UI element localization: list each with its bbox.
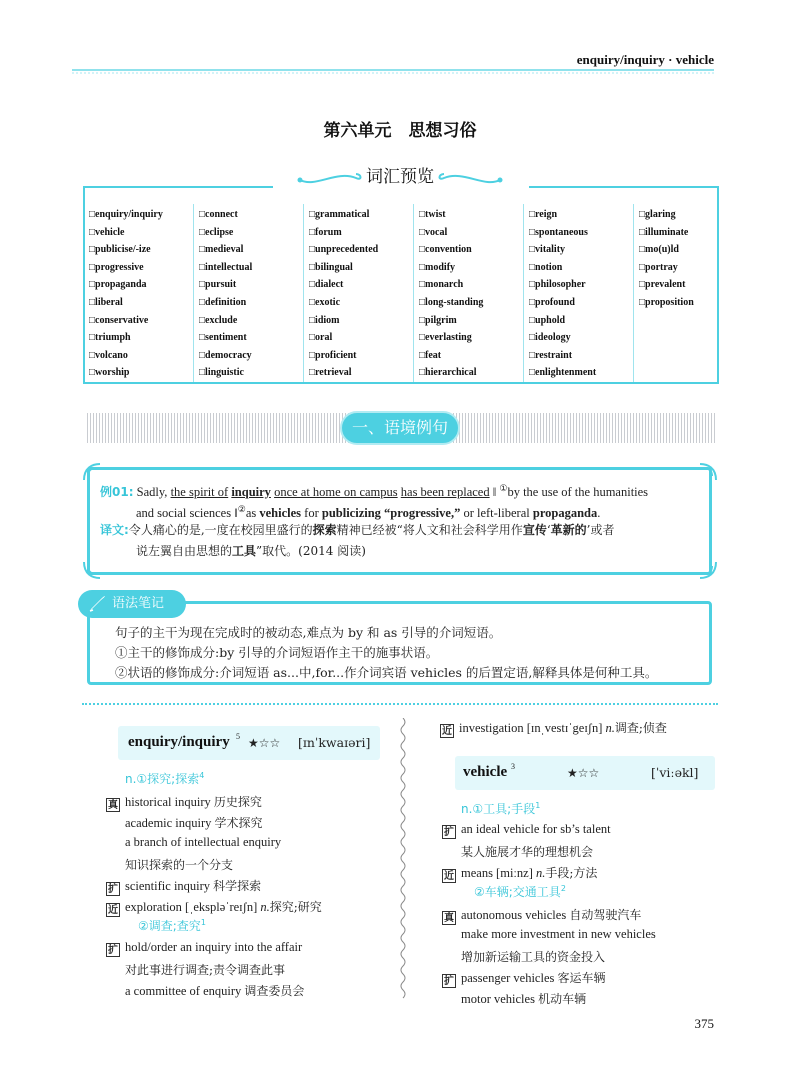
entry-header-vehicle: vehicle 3 ★☆☆ [ˈviːəkl]: [455, 756, 715, 790]
example-sentence-line-2: and social sciences ‖②as vehicles for publicizing “progressive,” or left-liberal propaganda.: [136, 504, 601, 521]
entry-line: a committee of enquiry 调查委员会: [125, 984, 305, 998]
vocab-title: 词汇预览: [366, 167, 434, 187]
section-title: 一、语境例句: [340, 411, 460, 445]
vocab-item: □bilingual: [309, 261, 353, 273]
vocab-item: □ideology: [529, 332, 571, 344]
vocab-item: □proficient: [309, 349, 357, 361]
vocab-item: □vitality: [529, 244, 566, 256]
vocab-item: □democracy: [199, 349, 252, 361]
example-sentence-line-1: 例01: Sadly, the spirit of inquiry once at home on campus has been replaced ‖ ①by the use of the humanities: [100, 483, 649, 500]
entry-line: academic inquiry 学术探究: [125, 816, 263, 830]
vocab-item: □enlightenment: [529, 367, 597, 379]
entry-line: 知识探索的一个分支: [125, 858, 234, 872]
vocab-item: □spontaneous: [529, 226, 588, 238]
entry-line: motor vehicles 机动车辆: [461, 992, 587, 1006]
headword: vehicle: [463, 764, 508, 780]
vocab-item: □mo(u)ld: [639, 244, 679, 256]
vocab-item: □grammatical: [309, 209, 370, 220]
headword: enquiry/inquiry: [128, 734, 230, 750]
vocab-item: □notion: [529, 261, 563, 273]
vocab-item: □eclipse: [199, 226, 234, 238]
vocab-item: □dialect: [309, 279, 344, 291]
vocab-item: □hierarchical: [419, 367, 477, 379]
sense: n.①工具;手段$^1$: [461, 801, 541, 816]
vocab-item: □vocal: [419, 226, 448, 238]
vocab-item: □portray: [639, 261, 678, 273]
vocab-item: □triumph: [89, 332, 131, 344]
vocab-item: □monarch: [419, 279, 464, 291]
vocab-item: □worship: [89, 367, 130, 379]
vocab-item: □liberal: [89, 296, 123, 308]
entry-line: make more investment in new vehicles: [461, 927, 656, 941]
vocab-item: □forum: [309, 226, 342, 238]
vocab-column: [89, 206, 163, 382]
vocab-item: □reign: [529, 209, 558, 220]
frequency-stars: ★☆☆: [567, 766, 600, 780]
vocab-item: □oral: [309, 332, 333, 344]
vocab-item: □long-standing: [419, 296, 484, 308]
vocab-column: [639, 206, 694, 312]
grammar-line: 句子的主干为现在完成时的被动态,难点为 by 和 as 引导的介词短语。: [115, 625, 502, 640]
vocab-item: □enquiry/inquiry: [89, 209, 163, 220]
vocab-column: [529, 206, 596, 382]
vocab-column: [309, 206, 378, 382]
vocab-item: □everlasting: [419, 332, 472, 344]
grammar-label: 语法笔记: [78, 590, 186, 618]
quill-pen-icon: [88, 595, 106, 613]
vocab-column: [419, 206, 483, 382]
entry-line: 近 investigation [ɪnˌvestɪˈgeɪʃn] n.调查;侦查: [442, 721, 667, 737]
vocab-item: □proposition: [639, 296, 694, 308]
entry-line: 真 autonomous vehicles 自动驾驶汽车: [444, 908, 642, 924]
vocab-item: □connect: [199, 209, 238, 220]
corner-ornament-icon: [696, 460, 720, 484]
grammar-line: ①主干的修饰成分:by 引导的介词短语作主干的施事状语。: [115, 645, 439, 660]
entry-line: 扩 hold/order an inquiry into the affair: [108, 940, 303, 956]
entry-line: 近 means [miːnz] n.手段;方法: [444, 866, 598, 882]
sense: ②车辆;交通工具$^2$: [474, 884, 566, 899]
vocab-item: □progressive: [89, 261, 144, 273]
entry-line: 扩 scientific inquiry 科学探索: [108, 879, 262, 895]
vocab-item: □twist: [419, 209, 446, 220]
entry-line: 真 historical inquiry 历史探究: [108, 795, 262, 811]
entry-line: 增加新运输工具的资金投入: [461, 950, 606, 964]
vocab-item: □definition: [199, 296, 247, 308]
vocab-item: □unprecedented: [309, 244, 379, 256]
frequency-stars: ★☆☆: [248, 736, 281, 750]
vocab-item: □vehicle: [89, 226, 125, 238]
pronunciation: [ˈviːəkl]: [651, 765, 699, 780]
vocab-item: □illuminate: [639, 226, 689, 238]
vocab-item: □feat: [419, 349, 442, 361]
sense: n.①探究;探索$^4$: [125, 771, 205, 786]
vocab-item: □conservative: [89, 314, 149, 326]
vocab-item: □intellectual: [199, 261, 253, 273]
vocab-item: □convention: [419, 244, 472, 256]
section-divider: [82, 703, 718, 705]
entry-line: 扩 passenger vehicles 客运车辆: [444, 971, 606, 987]
running-head: enquiry/inquiry · vehicle: [576, 52, 714, 67]
grammar-line: ②状语的修饰成分:介词短语 as...中,for...作介词宾语 vehicles 的后置定语,解释具体是何种工具。: [115, 665, 658, 680]
vocab-item: □pursuit: [199, 279, 237, 291]
corner-ornament-icon: [696, 558, 720, 582]
entry-line: 某人施展才华的理想机会: [461, 845, 594, 859]
vocab-item: □idiom: [309, 314, 340, 326]
vocab-item: □pilgrim: [419, 314, 457, 326]
entry-line: 近 exploration [ˌekspləˈreɪʃn] n.探究;研究: [108, 900, 322, 916]
vocab-item: □glaring: [639, 209, 676, 220]
vocab-item: □sentiment: [199, 332, 247, 344]
sense: ②调查;查究$^1$: [138, 918, 206, 933]
translation-label: 译文: [100, 523, 125, 537]
vocab-item: □linguistic: [199, 367, 244, 379]
vocab-column: [199, 206, 252, 382]
vocab-item: □restraint: [529, 349, 573, 361]
entry-line: 对此事进行调查;责令调查此事: [125, 963, 286, 977]
entry-line: a branch of intellectual enquiry: [125, 835, 282, 849]
column-divider: [398, 718, 408, 1003]
page-number: 375: [694, 1016, 714, 1031]
vocab-item: □exotic: [309, 296, 341, 308]
entry-line: 扩 an ideal vehicle for sb’s talent: [444, 822, 611, 838]
vocab-item: □propaganda: [89, 279, 147, 291]
vocab-item: □philosopher: [529, 279, 586, 291]
vocab-item: □medieval: [199, 244, 244, 256]
pronunciation: [ɪnˈkwaɪəri]: [298, 735, 371, 750]
vocab-item: □exclude: [199, 314, 238, 326]
vocab-box: [83, 186, 719, 384]
vocab-item: □prevalent: [639, 279, 686, 291]
vocab-item: □volcano: [89, 349, 128, 361]
example-translation-line-1: 译文:令人痛心的是,一度在校园里盛行的探索精神已经被“将人文和社会科学用作宣传‘革新的’或者: [100, 523, 615, 537]
vocab-item: □profound: [529, 296, 575, 308]
header-rule: [72, 68, 714, 74]
vocab-item: □retrieval: [309, 367, 352, 379]
unit-title: 第六单元 思想习俗: [323, 121, 477, 141]
example-label: 例01: [100, 485, 129, 500]
entry-header-enquiry: enquiry/inquiry 5 ★☆☆ [ɪnˈkwaɪəri]: [118, 726, 380, 760]
vocab-item: □uphold: [529, 314, 566, 326]
corner-ornament-icon: [80, 558, 104, 582]
example-translation-line-2: 说左翼自由思想的工具”取代。(2014 阅读): [136, 544, 366, 558]
vocab-item: □modify: [419, 261, 456, 273]
vocab-item: □publicise/-ize: [89, 244, 151, 256]
